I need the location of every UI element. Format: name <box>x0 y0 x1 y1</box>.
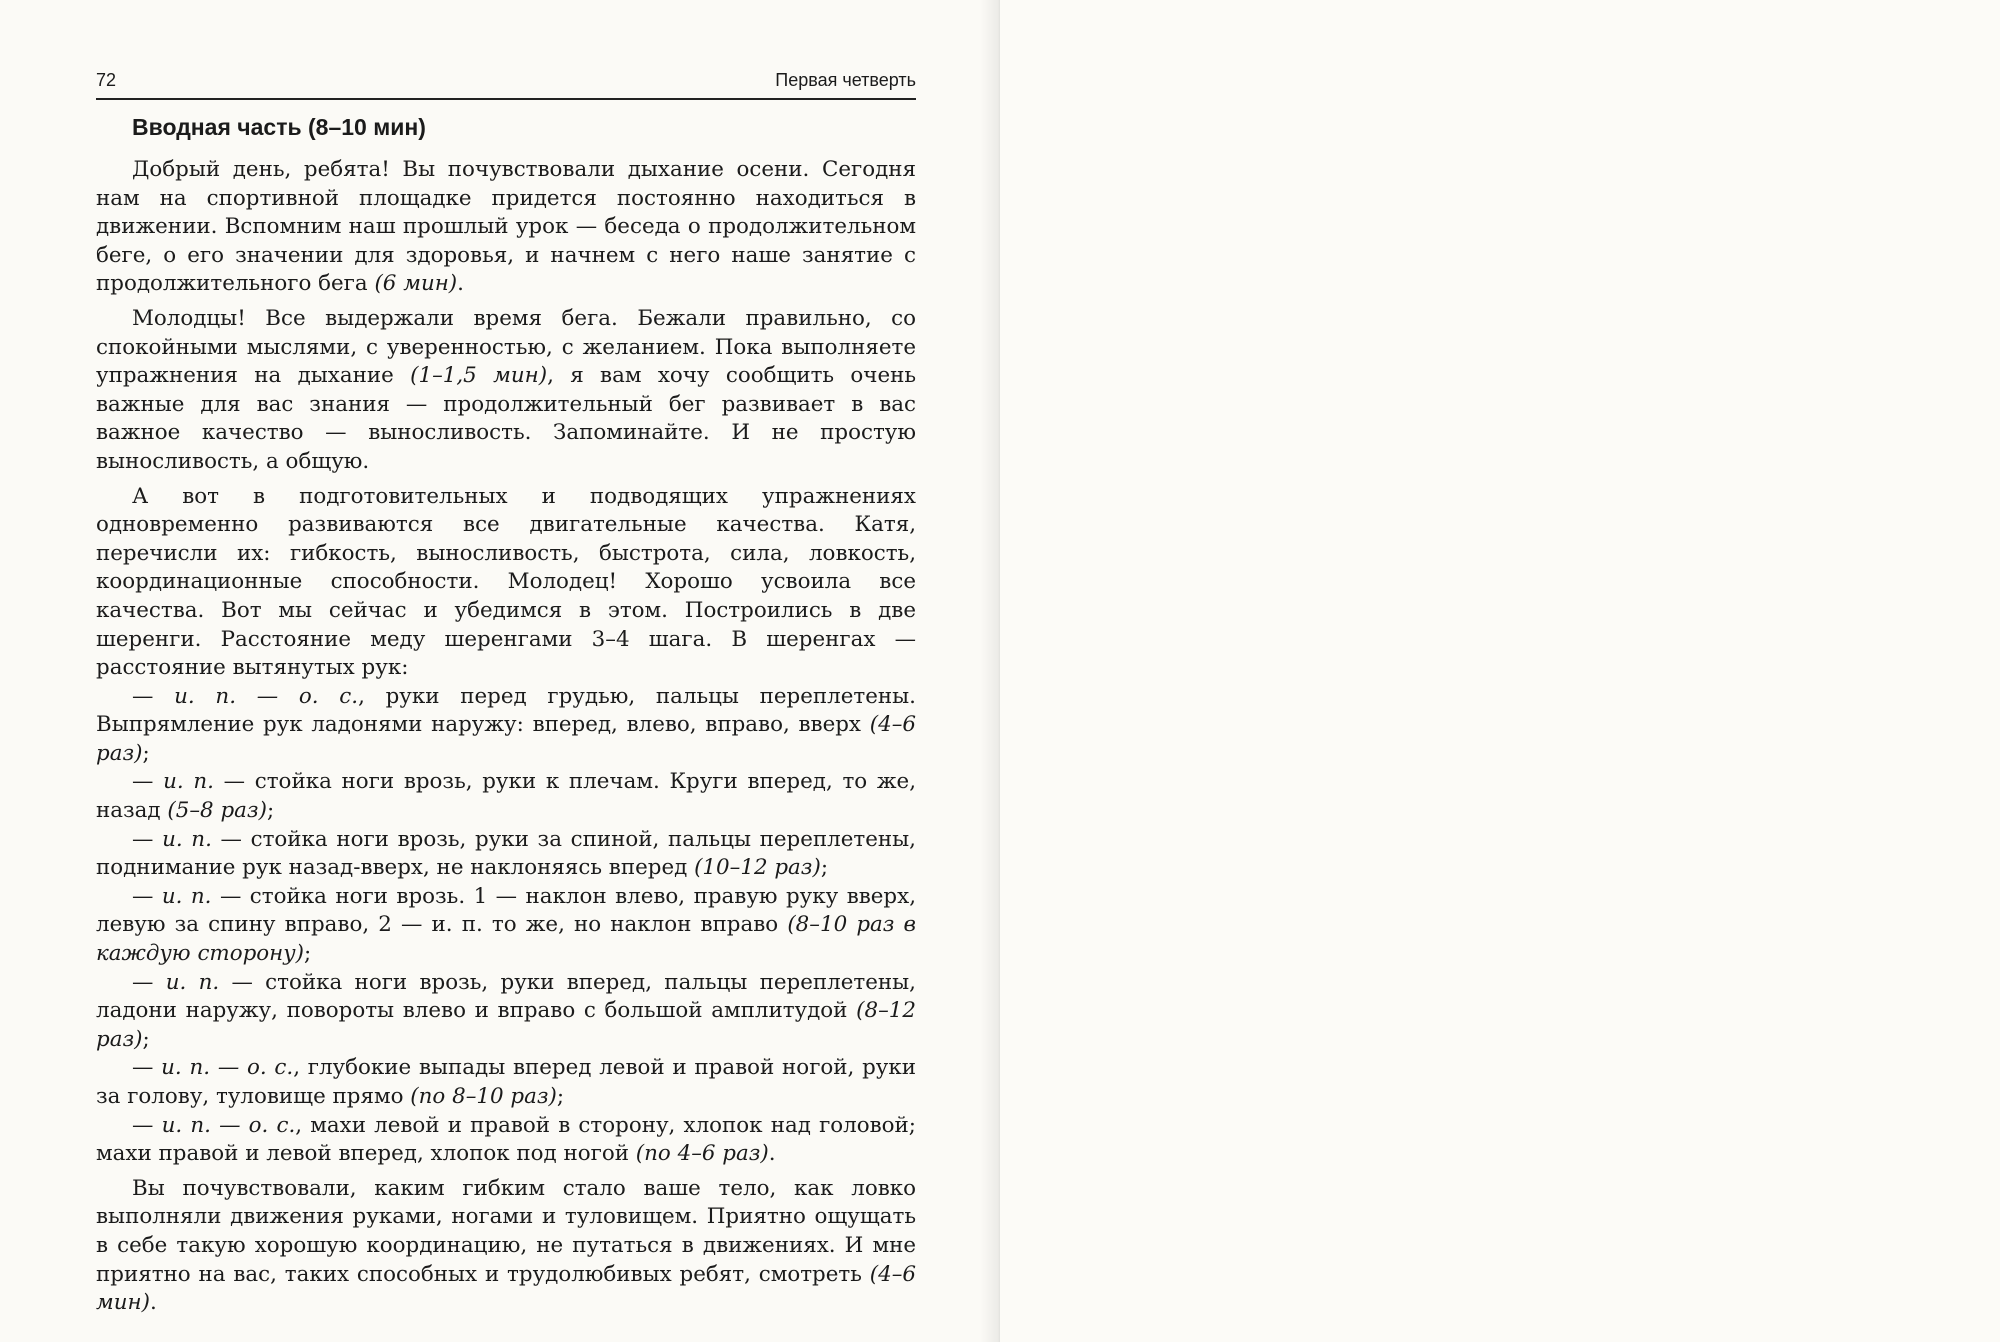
exercise-item: — и. п. — стойка ноги врозь, руки к плечам. Круги вперед, то же, назад (5–8 раз); <box>96 769 916 824</box>
body-text-left <box>96 156 916 1318</box>
section-title-intro: Вводная часть (8–10 мин) <box>132 114 426 140</box>
paragraph: Молодцы! Все выдержали время бега. Бежали правильно, со спокойными мыслями, с уверенностью, с желанием. Пока выполняете упражнения на дыхание (1–1,5 мин), я вам хочу сообщить очень важные для вас знания — продолжительный бег развивает в вас важное качество — выносливость. Запоминайте. И не простую выносливость, а общую. <box>96 305 917 474</box>
running-head-left <box>96 68 916 100</box>
paragraph: Добрый день, ребята! Вы почувствовали дыхание осени. Сегодня нам на спортивной площадке придется постоянно находиться в движении. Вспомним наш прошлый урок — беседа о продолжительном беге, о его значении для здоровья, и начнем с него наше занятие с продолжительного бега (6 мин). <box>96 157 916 297</box>
exercise-item: — и. п. — стойка ноги врозь, руки за спиной, пальцы переплетены, поднимание рук назад-вверх, не наклоняясь вперед (10–12 раз); <box>96 826 916 881</box>
exercise-item: — и. п. — стойка ноги врозь, руки вперед, пальцы переплетены, ладони наружу, повороты влево и вправо с большой амплитудой (8–12 раз); <box>96 969 916 1052</box>
paragraph: А вот в подготовительных и подводящих упражнениях одновременно развиваются все двигательные качества. Катя, перечисли их: гибкость, выносливость, быстрота, сила, ловкость, координационные способности. Молодец! Хорошо усвоила все качества. Вот мы сейчас и убедимся в этом. Построились в две шеренги. Расстояние меду шеренгами 3–4 шага. В шеренгах — расстояние вытянутых рук: <box>96 483 916 681</box>
right-page <box>1000 0 2000 1342</box>
paragraph: Вы почувствовали, каким гибким стало ваше тело, как ловко выполняли движения руками, ногами и туловищем. Приятно ощущать в себе такую хорошую координацию, не путаться в движениях. И мне приятно на вас, таких способных и трудолюбивых ребят, смотреть (4–6 мин). <box>96 1175 916 1316</box>
running-title-left: Первая четверть <box>775 70 916 90</box>
exercise-item: — и. п. — о. с., руки перед грудью, пальцы переплетены. Выпрямление рук ладонями наружу: вперед, влево, вправо, вверх (4–6 раз); <box>96 683 916 766</box>
exercise-item: — и. п. — стойка ноги врозь. 1 — наклон влево, правую руку вверх, левую за спину вправо, 2 — и. п. то же, но наклон вправо (8–10 раз в каждую сторону); <box>96 883 917 967</box>
exercise-item: — и. п. — о. с., махи левой и правой в сторону, хлопок над головой; махи правой и левой вперед, хлопок под ногой (по 4–6 раз). <box>96 1112 917 1167</box>
exercise-item: — и. п. — о. с., глубокие выпады вперед левой и правой ногой, руки за голову, туловище прямо (по 8–10 раз); <box>96 1055 916 1109</box>
page-number-left: 72 <box>96 70 117 90</box>
